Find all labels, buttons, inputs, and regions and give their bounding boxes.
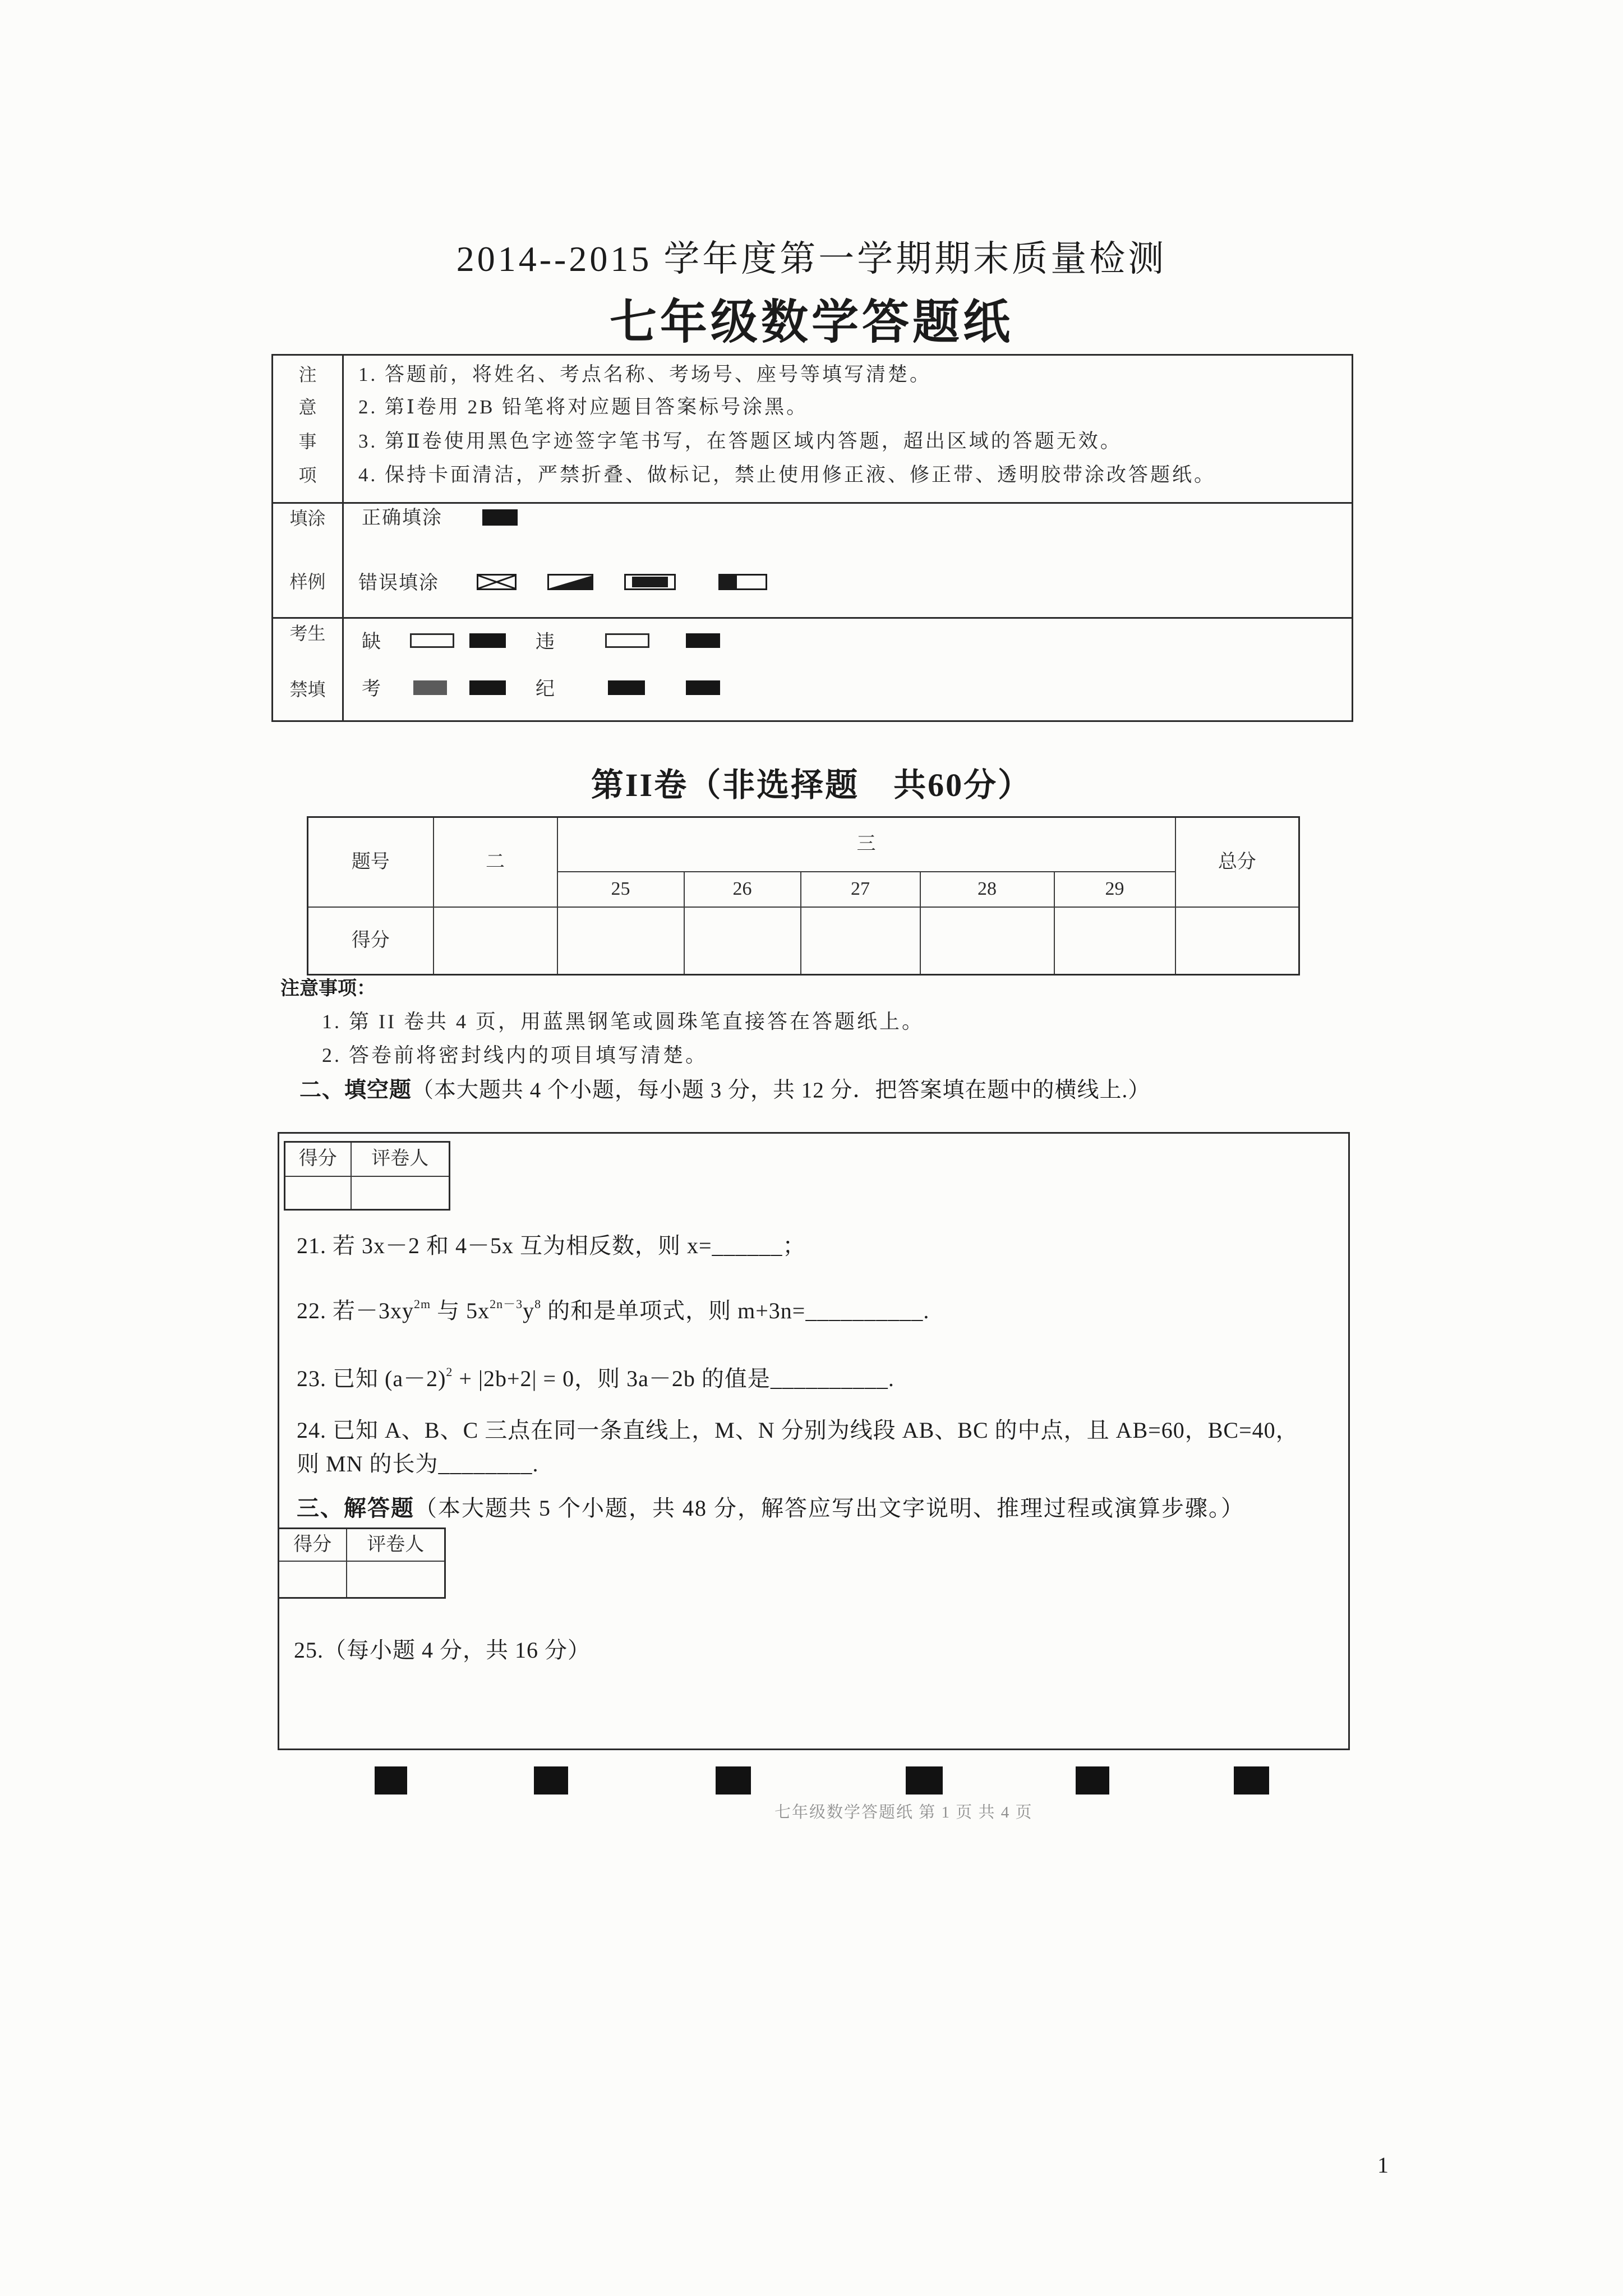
absent-label-char: 缺 <box>362 632 382 652</box>
notice-item: 1. 答题前，将姓名、考点名称、考场号、座号等填写清楚。 <box>358 364 932 385</box>
notice-side-label: 注 <box>298 365 317 385</box>
section-divider <box>273 502 1352 504</box>
absent-label-char: 考 <box>362 679 382 700</box>
grader-table <box>284 1141 450 1211</box>
timing-mark <box>716 1766 751 1795</box>
grader-score-cell <box>285 1176 351 1210</box>
absent-filled-box <box>469 680 506 695</box>
total-score-header: 总分 <box>1175 817 1299 907</box>
question-number-header: 题号 <box>308 817 434 907</box>
notice-side-label: 事 <box>298 431 317 452</box>
timing-mark <box>375 1766 407 1795</box>
timing-mark <box>534 1766 568 1795</box>
violation-label-char: 违 <box>536 632 556 652</box>
score-cell-q27 <box>801 907 920 975</box>
notice-item: 3. 第Ⅱ卷使用黑色字迹签字笔书写，在答题区域内答题，超出区域的答题无效。 <box>358 430 1122 452</box>
note-item: 2. 答卷前将密封线内的项目填写清楚。 <box>322 1044 708 1066</box>
wedge-filled-box-icon <box>547 574 593 590</box>
grader-score-cell <box>279 1561 347 1598</box>
timing-mark <box>1076 1766 1109 1795</box>
question-23-exponent: 2 <box>446 1365 453 1379</box>
solve-section-description: （本大题共 5 个小题，共 48 分，解答应写出文字说明、推理过程或演算步骤。） <box>414 1496 1244 1521</box>
section-two-header: 二 <box>434 817 557 907</box>
question-22-text: 与 5x <box>431 1298 490 1323</box>
instructions-box <box>271 354 1353 722</box>
question-23-text: 23. 已知 (a－2) <box>297 1366 446 1391</box>
question-29-header: 29 <box>1054 872 1175 907</box>
violation-filled-box <box>686 680 720 695</box>
score-summary-table <box>307 816 1300 976</box>
question-24-line-2: 则 MN 的长为________. <box>297 1451 539 1476</box>
examinee-side-label: 禁填 <box>289 679 326 700</box>
absent-filled-box <box>413 680 447 695</box>
fill-blank-section-label: 二、填空题 <box>299 1078 412 1102</box>
part-two-heading: 第II卷（非选择题 共60分） <box>591 767 1032 803</box>
question-25: 25.（每小题 4 分，共 16 分） <box>294 1637 591 1663</box>
fill-sample-side-label: 填涂 <box>289 508 326 528</box>
half-filled-box-icon <box>718 574 767 590</box>
fill-blank-section-heading <box>299 1076 1150 1105</box>
score-row-label: 得分 <box>308 907 434 975</box>
examinee-side-label: 考生 <box>289 623 326 643</box>
grader-name-cell <box>351 1176 450 1210</box>
score-cell-q28 <box>920 907 1054 975</box>
notes-title: 注意事项： <box>280 978 376 999</box>
timing-mark <box>1234 1766 1269 1795</box>
grader-name-label: 评卷人 <box>347 1529 445 1561</box>
fill-blank-section-description: （本大题共 4 个小题，每小题 3 分，共 12 分．把答案填在题中的横线上.） <box>412 1078 1151 1102</box>
answer-sheet-title: 七年级数学答题纸 <box>609 297 1013 349</box>
grader-name-label: 评卷人 <box>351 1142 450 1176</box>
absent-empty-box <box>410 633 454 648</box>
exam-title: 2014--2015 学年度第一学期期末质量检测 <box>456 239 1167 279</box>
question-26-header: 26 <box>684 872 801 907</box>
wrong-fill-label: 错误填涂 <box>358 573 439 593</box>
page-number: 1 <box>1377 2152 1389 2178</box>
score-cell-q26 <box>684 907 801 975</box>
question-25-header: 25 <box>557 872 684 907</box>
notice-item: 4. 保持卡面清洁，严禁折叠、做标记，禁止使用修正液、修正带、透明胶带涂改答题纸。 <box>358 464 1216 486</box>
notice-side-label: 意 <box>298 397 317 417</box>
section-divider <box>273 617 1352 619</box>
grader-score-label: 得分 <box>279 1529 347 1561</box>
question-28-header: 28 <box>920 872 1054 907</box>
violation-filled-box <box>686 633 720 648</box>
violation-filled-box <box>608 680 645 695</box>
label-column-divider <box>342 356 344 720</box>
timing-mark <box>906 1766 943 1795</box>
fill-sample-side-label: 样例 <box>289 572 326 592</box>
solve-section-heading <box>297 1494 1244 1522</box>
violation-label-char: 纪 <box>536 679 556 700</box>
notice-item: 2. 第Ⅰ卷用 2B 铅笔将对应题目答案标号涂黑。 <box>358 396 809 418</box>
question-24-line-1: 24. 已知 A、B、C 三点在同一条直线上，M、N 分别为线段 AB、BC 的中点，且 AB=60，BC=40， <box>297 1418 1299 1443</box>
footer-caption: 七年级数学答题纸 第 1 页 共 4 页 <box>774 1803 1033 1821</box>
score-cell-section-two <box>434 907 557 975</box>
crossed-box-icon <box>477 574 517 590</box>
question-23 <box>297 1365 895 1396</box>
grader-table <box>278 1527 446 1599</box>
violation-empty-box <box>605 633 649 648</box>
center-filled-box-icon <box>624 574 676 590</box>
question-27-header: 27 <box>801 872 920 907</box>
score-cell-q29 <box>1054 907 1175 975</box>
grader-score-label: 得分 <box>285 1142 351 1176</box>
notice-side-label: 项 <box>298 465 317 485</box>
score-cell-total <box>1175 907 1299 975</box>
question-22-exponent: 2n－3 <box>490 1297 523 1311</box>
solve-section-label: 三、解答题 <box>297 1496 414 1521</box>
absent-filled-box <box>469 633 506 648</box>
correct-fill-label: 正确填涂 <box>362 508 442 528</box>
question-21: 21. 若 3x－2 和 4－5x 互为相反数，则 x=______； <box>297 1233 806 1258</box>
question-22-text: y <box>523 1298 535 1323</box>
score-cell-q25 <box>557 907 684 975</box>
section-three-header: 三 <box>557 817 1175 872</box>
question-22-text: 的和是单项式，则 m+3n=__________. <box>541 1298 930 1323</box>
grader-name-cell <box>347 1561 445 1598</box>
question-22-text: 22. 若－3xy <box>297 1298 414 1323</box>
filled-box-icon <box>482 509 518 526</box>
question-22-exponent: 8 <box>534 1297 542 1311</box>
question-22-exponent: 2m <box>414 1297 431 1311</box>
note-item: 1. 第 II 卷共 4 页，用蓝黑钢笔或圆珠笔直接答在答题纸上。 <box>322 1010 924 1033</box>
question-22 <box>297 1297 929 1328</box>
question-23-text: + |2b+2| = 0，则 3a－2b 的值是__________. <box>453 1366 895 1391</box>
answer-area <box>278 1132 1350 1750</box>
